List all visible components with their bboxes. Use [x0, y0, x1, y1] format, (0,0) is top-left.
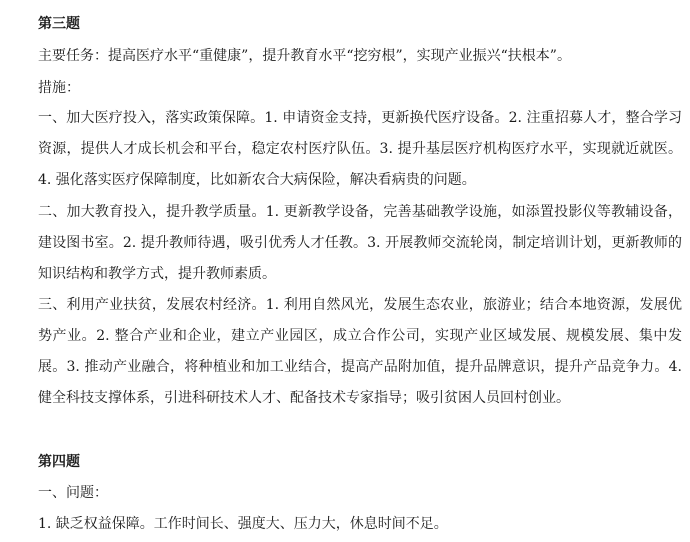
- issues-label: 一、问题：: [38, 485, 108, 501]
- measures-label: 措施：: [38, 80, 80, 96]
- measure-paragraph-medical: 一、加大医疗投入，落实政策保障。1. 申请资金支持，更新换代医疗设备。2. 注重招募人才，整合学习资源，提供人才成长机会和平台，稳定农村医疗队伍。3. 提升基层医疗机构医疗水平，实现就近就医。4. 强化落实医疗保障制度，比如新农合大病保险，解决看病贵的问题。: [38, 110, 682, 188]
- main-task-text: 主要任务：提高医疗水平“重健康”，提升教育水平“挖穷根”，实现产业振兴“扶根本”。: [38, 48, 571, 64]
- question-4-title: 第四题: [38, 454, 80, 470]
- measure-paragraph-education: 二、加大教育投入，提升教学质量。1. 更新教学设备，完善基础教学设施，如添置投影仪等教辅设备，建设图书室。2. 提升教师待遇，吸引优秀人才任教。3. 开展教师交流轮岗，制定培训计划，更新教师的知识结构和教学方式，提升教师素质。: [38, 204, 682, 282]
- measure-paragraph-industry: 三、利用产业扶贫，发展农村经济。1. 利用自然风光，发展生态农业，旅游业；结合本地资源，发展优势产业。2. 整合产业和企业，建立产业园区，成立合作公司，实现产业区域发展、规模发展、集中发展。3. 推动产业融合，将种植业和加工业结合，提高产品附加值，提升品牌意识，提升产品竞争力。4. 健全科技支撑体系，引进科研技术人才、配备技术专家指导；吸引贫困人员回村创业。: [38, 297, 682, 406]
- question-3-title: 第三题: [38, 16, 80, 32]
- issue-item-1: 1. 缺乏权益保障。工作时间长、强度大、压力大，休息时间不足。: [38, 516, 448, 532]
